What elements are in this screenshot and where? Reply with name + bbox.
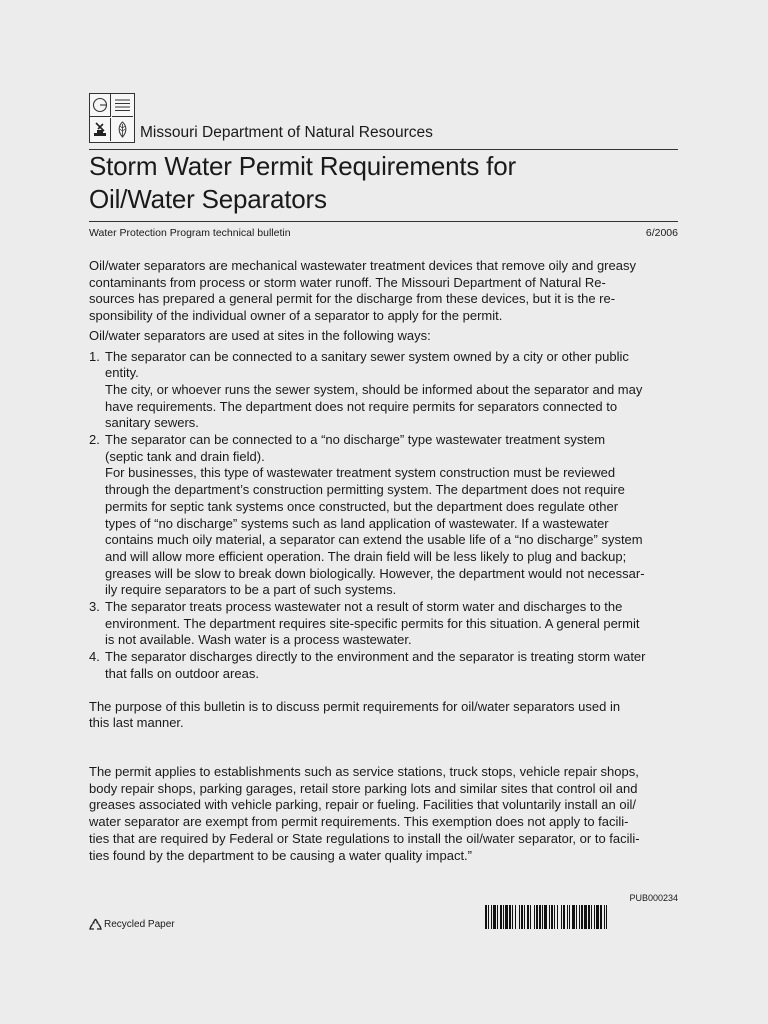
text-line: types of “no discharge” systems such as land application of wastewater. If a wastewater	[105, 515, 609, 531]
title-divider	[89, 221, 678, 222]
text-line: body repair shops, parking garages, retail store parking lots and similar sites that control oil and	[89, 780, 638, 796]
publication-number: PUB000234	[629, 893, 678, 903]
list-item	[89, 432, 681, 599]
text-line: The separator can be connected to a sanitary sewer system owned by a city or other public	[105, 348, 629, 364]
text-line: contaminants from process or storm water runoff. The Missouri Department of Natural Re-	[89, 274, 606, 290]
list-item	[89, 349, 681, 433]
text-line: have requirements. The department does not require permits for separators connected to	[105, 398, 618, 414]
permit-paragraph	[89, 764, 681, 864]
document-body	[89, 258, 681, 864]
text-line: entity.	[105, 365, 139, 381]
recycled-paper-label: Recycled Paper	[104, 919, 175, 930]
text-line: The separator treats process wastewater not a result of storm water and discharges to the	[105, 599, 623, 615]
publication-date: 6/2006	[645, 227, 678, 239]
text-line: The separator discharges directly to the environment and the separator is treating storm water	[105, 649, 646, 665]
usage-list	[89, 349, 681, 683]
leaf-icon	[112, 118, 133, 141]
mining-icon	[90, 118, 111, 141]
intro-paragraph	[89, 258, 681, 325]
list-item	[89, 649, 681, 682]
text-line: The purpose of this bulletin is to discuss permit requirements for oil/water separators used in	[89, 698, 621, 714]
water-lines-icon	[112, 94, 133, 117]
text-line: greases will be slow to break down biologically. However, the department would not necessar-	[105, 565, 645, 581]
text-line: through the department’s construction permitting system. The department does not require	[105, 482, 625, 498]
text-line: ily require separators to be a part of such systems.	[105, 582, 397, 598]
list-number: 1.	[89, 348, 100, 364]
text-line: sources has prepared a general permit for the discharge from these devices, but it is the re-	[89, 291, 616, 307]
list-number: 4.	[89, 649, 100, 665]
text-line: that falls on outdoor areas.	[105, 665, 259, 681]
purpose-paragraph	[89, 699, 681, 732]
barcode	[484, 905, 678, 929]
title-line-2: Oil/Water Separators	[89, 184, 327, 214]
text-line: water separator are exempt from permit requirements. This exemption does not apply to facili-	[89, 814, 629, 830]
text-line: permits for septic tank systems once constructed, but the department does regulate other	[105, 498, 619, 514]
ways-intro: Oil/water separators are used at sites in the following ways:	[89, 327, 431, 343]
text-line: this last manner.	[89, 715, 184, 731]
document-title	[89, 150, 516, 216]
list-number: 3.	[89, 599, 100, 615]
text-line: For businesses, this type of wastewater treatment system construction must be reviewed	[105, 465, 616, 481]
text-line: sanitary sewers.	[105, 415, 199, 431]
list-number: 2.	[89, 432, 100, 448]
text-line: ties that are required by Federal or State regulations to install the oil/water separator, or to facili-	[89, 830, 640, 846]
title-line-1: Storm Water Permit Requirements for	[89, 151, 516, 181]
text-line: ties found by the department to be causing a water quality impact.”	[89, 847, 472, 863]
text-line: (septic tank and drain field).	[105, 448, 265, 464]
text-line: environment. The department requires site-specific permits for this situation. A general permit	[105, 615, 640, 631]
text-line: is not available. Wash water is a process wastewater.	[105, 632, 412, 648]
recycled-paper-note	[89, 918, 175, 931]
text-line: greases associated with vehicle parking, repair or fueling. Facilities that voluntarily install an oil/	[89, 797, 636, 813]
recycle-icon	[89, 918, 102, 931]
text-line: The separator can be connected to a “no discharge” type wastewater treatment system	[105, 432, 606, 448]
text-line: and will allow more efficient operation. The drain field will be less likely to plug and backup;	[105, 548, 627, 564]
bulletin-label: Water Protection Program technical bulletin	[89, 227, 291, 239]
list-item	[89, 599, 681, 649]
dnr-logo	[89, 93, 135, 143]
agency-name: Missouri Department of Natural Resources	[140, 124, 433, 141]
earth-icon	[90, 94, 111, 117]
text-line: The permit applies to establishments such as service stations, truck stops, vehicle repair shops,	[89, 763, 639, 779]
text-line: contains much oily material, a separator can extend the usable life of a “no discharge” system	[105, 532, 643, 548]
text-line: sponsibility of the individual owner of a separator to apply for the permit.	[89, 308, 503, 324]
text-line: Oil/water separators are mechanical wastewater treatment devices that remove oily and greasy	[89, 258, 636, 273]
text-line: The city, or whoever runs the sewer system, should be informed about the separator and may	[105, 381, 643, 397]
